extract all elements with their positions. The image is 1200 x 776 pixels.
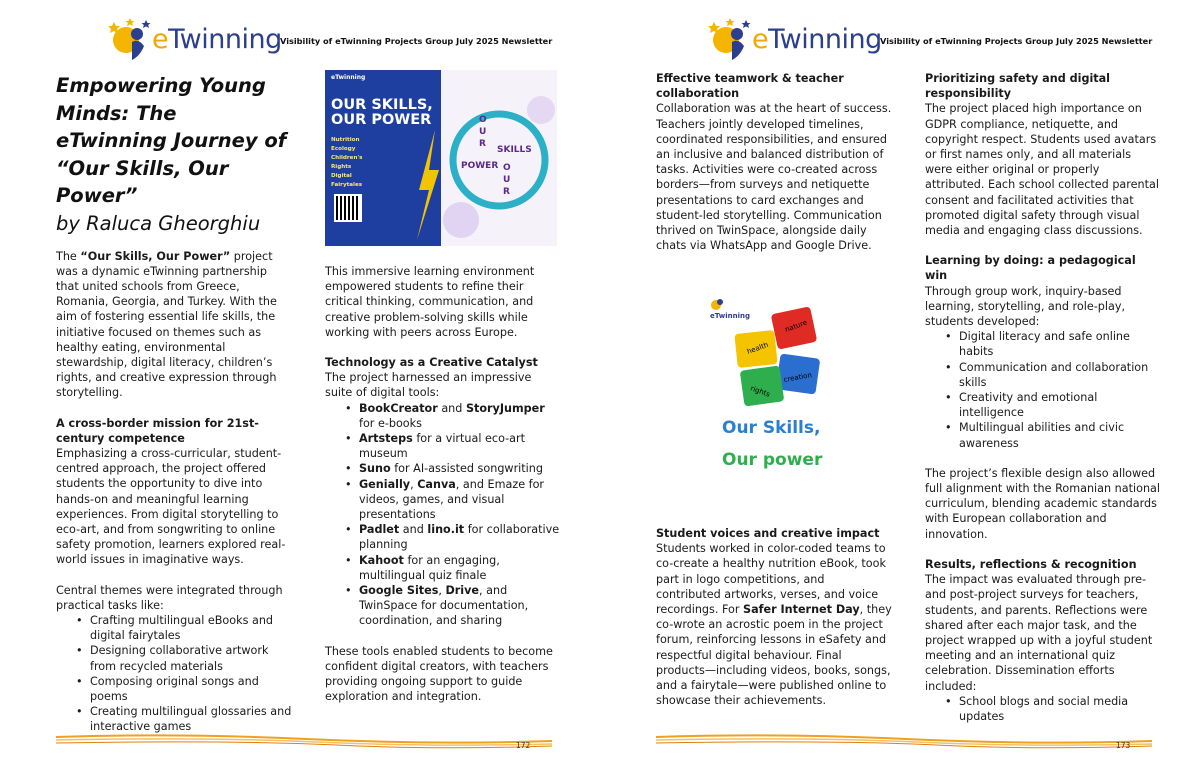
svg-text:SKILLS: SKILLS [497, 145, 532, 155]
poster-circle-graphic [441, 70, 557, 246]
results-paragraph: The impact was evaluated through pre- and post-project surveys for teachers, students, and parents. Reflections were shared after each major task, and the project wrapped up with a joyful student meeting and an international quiz celebration. Dissemination efforts included: [925, 573, 1153, 693]
tools-list [325, 401, 561, 629]
results-heading: Results, reflections & recognition [925, 557, 1137, 571]
voices-heading: Student voices and creative impact [656, 527, 880, 540]
svg-text:nature: nature [783, 318, 809, 334]
mission-heading: A cross-border mission for 21st-century competence [56, 416, 259, 445]
project-poster-image [325, 70, 557, 246]
left-column-1 [56, 72, 292, 750]
themes-list [56, 613, 292, 735]
flexible-paragraph: The project’s flexible design also allowed full alignment with the Romanian national curriculum, blending academic standards with European collaboration and innovation. [925, 466, 1160, 541]
collage-line-1: Our Skills, [722, 418, 821, 438]
voices-paragraph: Students worked in color-coded teams to co-create a healthy nutrition eBook, took part in logo competitions, and contributed artworks, verses, and voice recordings. For Safer Internet Day, they co-wrote an acrostic poem in the project forum, reinforcing lessons in eSafety and respectful digital behaviour. Final products—including videos, books, songs, and a fairytale—were published online to showcase their achievements. [656, 542, 892, 708]
right-column-1-bottom [656, 526, 892, 723]
etwinning-small-logo-icon [710, 296, 724, 312]
tools-outro: These tools enabled students to become confident digital creators, with teachers providing ongoing support to guide exploration and integration. [325, 644, 553, 704]
list-item: • Kahoot for an engaging, multilingual quiz finale [325, 553, 561, 583]
page-header [700, 14, 1153, 64]
list-item: • Google Sites, Drive, and TwinSpace for documentation, coordination, and sharing [325, 583, 561, 629]
svg-text:health: health [745, 340, 770, 356]
article-byline: by Raluca Gheorghiu [56, 211, 261, 235]
poster-title: OUR SKILLS, OUR POWER [331, 97, 433, 128]
safety-paragraph: The project placed high importance on GDPR compliance, netiquette, and copyright respect. Students used avatars or first names only, and all materials were either original or properly attributed. Each school collected parental consent and facilitated activities that promoted digital safety through visual media and engaging class discussions. [925, 102, 1159, 238]
page-right [600, 0, 1200, 776]
svg-text:rights: rights [749, 384, 771, 399]
page-header [100, 14, 553, 64]
svg-text:O: O [479, 115, 487, 125]
list-item: • Composing original songs and poems [56, 674, 292, 704]
tech-intro: The project harnessed an impressive suite of digital tools: [325, 371, 532, 400]
svg-text:POWER: POWER [461, 161, 499, 171]
list-item: • Digital literacy and safe online habits [925, 329, 1161, 359]
lightning-icon [415, 130, 441, 240]
etwinning-wordmark: eTwinning [752, 24, 882, 55]
article-title: Empowering Young Minds: The eTwinning Journey of “Our Skills, Our Power” [56, 74, 287, 207]
footer-swoosh [56, 731, 552, 749]
environment-paragraph: This immersive learning environment empowered students to refine their critical thinking, communication, and creative problem-solving skills while working with peers across Europe. [325, 265, 535, 339]
etwinning-wordmark: eTwinning [152, 24, 282, 55]
list-item: • School blogs and social media updates [925, 694, 1161, 724]
learning-paragraph: Through group work, inquiry-based learning, storytelling, and role-play, students developed: [925, 284, 1126, 329]
right-column-1 [656, 71, 892, 268]
our-skills-collage-image [710, 296, 830, 476]
list-item: • Artsteps for a virtual eco-art museum [325, 431, 561, 461]
mission-paragraph: Emphasizing a cross-curricular, student-centred approach, the project offered students the opportunity to dive into hands-on and meaningful learning experiences. From digital storytelling to eco-art, and from songwriting to online safety promotion, learners explored real-world issues in imaginative ways. [56, 446, 286, 567]
list-item: • Communication and collaboration skills [925, 360, 1161, 390]
themes-intro: Central themes were integrated through practical tasks like: [56, 583, 283, 612]
poster-logo: eTwinning [331, 74, 366, 81]
list-item: • Multilingual abilities and civic awareness [925, 420, 1161, 450]
right-column-2 [925, 71, 1161, 739]
svg-text:R: R [503, 187, 510, 197]
page-number: 173 [1116, 741, 1131, 750]
list-item: • Suno for AI-assisted songwriting [325, 461, 561, 476]
intro-paragraph: The “Our Skills, Our Power” project was a dynamic eTwinning partnership that united schools from Greece, Romania, Georgia, and Turkey. With the aim of fostering essential life skills, the initiative focused on themes such as healthy eating, environmental stewardship, digital literacy, children’s rights, and creative expression through storytelling. [56, 249, 277, 400]
list-item: • Creating multilingual glossaries and interactive games [56, 704, 292, 734]
footer-swoosh [656, 731, 1152, 749]
collage-logo: eTwinning [710, 312, 750, 320]
list-item: • Padlet and lino.it for collaborative planning [325, 522, 561, 552]
svg-text:U: U [503, 175, 511, 185]
left-column-2 [325, 264, 561, 719]
safety-heading: Prioritizing safety and digital responsibility [925, 72, 1111, 101]
teamwork-paragraph: Collaboration was at the heart of success. Teachers jointly developed timelines, coordinated responsibilities, and ensured an inclusive and balanced distribution of tasks. Activities were co-created across borders—from surveys and netiquette presentations to card exchanges and student-led storytelling. Communication thrived on TwinSpace, alongside daily chats via WhatsApp and Google Drive. [656, 102, 892, 253]
svg-text:creation: creation [782, 371, 813, 384]
list-item: • Crafting multilingual eBooks and digital fairytales [56, 613, 292, 643]
page-number: 172 [516, 741, 531, 750]
teamwork-heading: Effective teamwork & teacher collaboration [656, 72, 844, 101]
svg-text:O: O [503, 163, 511, 173]
poster-circle-panel [441, 70, 557, 246]
tech-heading: Technology as a Creative Catalyst [325, 356, 538, 370]
dissemination-list [925, 694, 1161, 724]
list-item: • BookCreator and StoryJumper for e-books [325, 401, 561, 431]
list-item: • Creativity and emotional intelligence [925, 390, 1161, 420]
newsletter-title: Visibility of eTwinning Projects Group July 2025 Newsletter [280, 36, 553, 46]
collage-line-2: Our power [722, 450, 823, 470]
learning-heading: Learning by doing: a pedagogical win [925, 254, 1136, 283]
poster-topics: Nutrition Ecology Children's Rights Digital Fairytales [331, 137, 363, 188]
list-item: • Genially, Canva, and Emaze for videos, games, and visual presentations [325, 477, 561, 523]
poster-blue-panel [325, 70, 441, 246]
newsletter-title: Visibility of eTwinning Projects Group July 2025 Newsletter [880, 36, 1153, 46]
qr-code-icon [334, 194, 362, 222]
svg-text:U: U [479, 127, 487, 137]
puzzle-pieces-icon [728, 298, 824, 414]
skills-list [925, 329, 1161, 451]
list-item: • Designing collaborative artwork from recycled materials [56, 643, 292, 673]
svg-text:R: R [479, 139, 486, 149]
